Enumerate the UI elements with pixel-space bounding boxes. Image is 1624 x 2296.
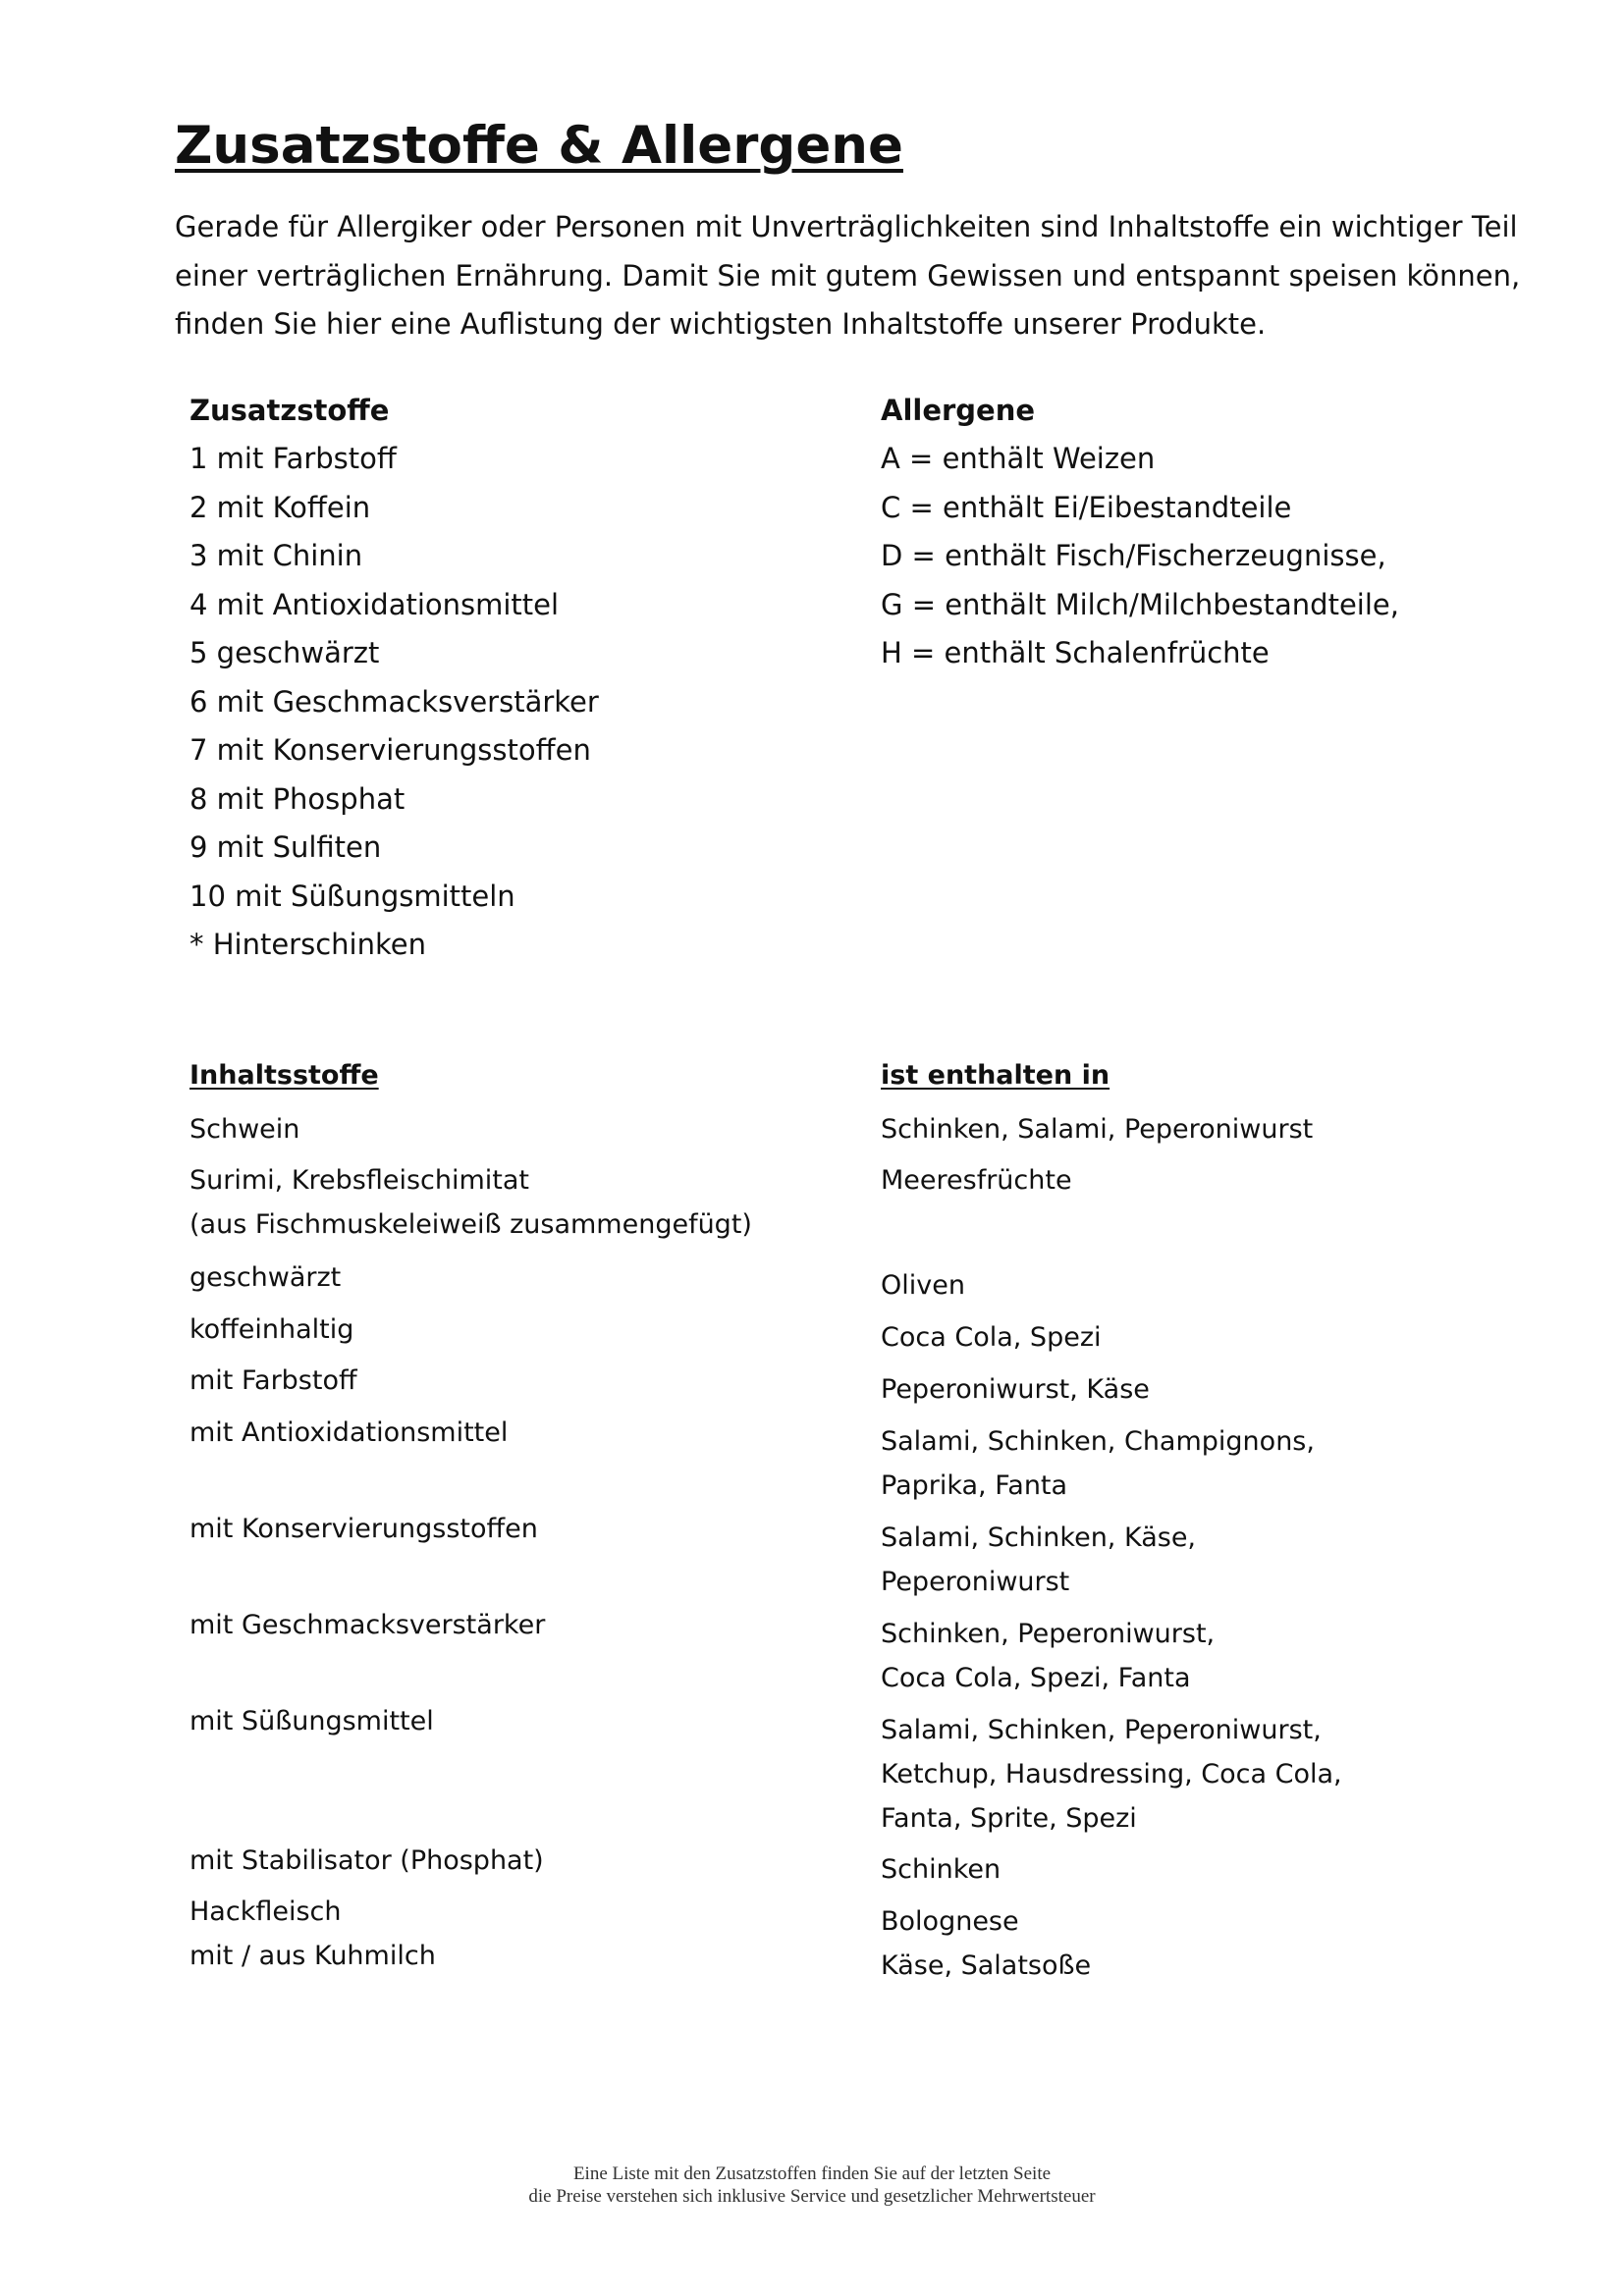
page-title: Zusatzstoffe & Allergene <box>175 116 903 176</box>
allergen-item: H = enthält Schalenfrüchte <box>881 636 1270 669</box>
contained-in-cell: Paprika, Fanta <box>881 1470 1068 1501</box>
additive-item: 5 geschwärzt <box>189 636 380 669</box>
footer-line-2: die Preise verstehen sich inklusive Service und gesetzlicher Mehrwertsteuer <box>528 2186 1096 2207</box>
contained-in-cell: Ketchup, Hausdressing, Coca Cola, <box>881 1759 1342 1789</box>
contained-in-cell: Schinken, Salami, Peperoniwurst <box>881 1114 1314 1145</box>
additives-heading: Zusatzstoffe <box>189 394 390 427</box>
additive-item: 6 mit Geschmacksverstärker <box>189 684 599 719</box>
contained-in-cell: Fanta, Sprite, Spezi <box>881 1803 1137 1834</box>
contained-in-cell: Käse, Salatsoße <box>881 1950 1092 1981</box>
ingredient-cell: Schwein <box>189 1114 300 1145</box>
contained-in-cell: Coca Cola, Spezi <box>881 1322 1102 1353</box>
contained-in-cell: Coca Cola, Spezi, Fanta <box>881 1663 1191 1693</box>
contained-in-cell: Peperoniwurst <box>881 1567 1070 1597</box>
ingredient-cell: geschwärzt <box>189 1262 342 1293</box>
allergen-item: D = enthält Fisch/Fischerzeugnisse, <box>881 539 1386 572</box>
contained-in-cell: Bolognese <box>881 1906 1019 1937</box>
contained-in-cell: Meeresfrüchte <box>881 1165 1072 1196</box>
ingredient-cell: (aus Fischmuskeleiweiß zusammengefügt) <box>189 1209 752 1240</box>
contained-in-cell: Salami, Schinken, Käse, <box>881 1522 1197 1553</box>
ingredient-cell: Hackfleisch <box>189 1896 342 1927</box>
ingredient-cell: mit / aus Kuhmilch <box>189 1941 436 1971</box>
contained-in-cell: Salami, Schinken, Champignons, <box>881 1426 1315 1457</box>
ingredient-cell: mit Süßungsmittel <box>189 1706 434 1736</box>
additive-item: 8 mit Phosphat <box>189 781 406 816</box>
ingredient-cell: mit Konservierungsstoffen <box>189 1514 538 1544</box>
intro-paragraph: Gerade für Allergiker oder Personen mit Unverträglichkeiten sind Inhaltstoffe ein wichtiger Teil einer verträglichen Ernährung. Damit Sie mit gutem Gewissen und entspannt speisen können, finden Sie hier eine Auflistung der wichtigsten Inhaltstoffe unserer Produkte. <box>175 210 1521 341</box>
additive-item: 9 mit Sulfiten <box>189 830 382 864</box>
footer-line-1: Eine Liste mit den Zusatzstoffen finden Sie auf der letzten Seite <box>572 2163 1052 2184</box>
allergen-item: G = enthält Milch/Milchbestandteile, <box>881 587 1399 621</box>
additive-item: 4 mit Antioxidationsmittel <box>189 587 560 621</box>
ingredient-cell: koffeinhaltig <box>189 1314 354 1345</box>
additive-item: 7 mit Konservierungsstoffen <box>189 733 591 767</box>
additive-item: * Hinterschinken <box>189 928 426 961</box>
ingredient-cell: mit Antioxidationsmittel <box>189 1417 509 1448</box>
allergen-item: A = enthält Weizen <box>881 442 1156 475</box>
ingredient-cell: Surimi, Krebsfleischimitat <box>189 1165 530 1196</box>
contained-in-cell: Salami, Schinken, Peperoniwurst, <box>881 1715 1322 1745</box>
contained-in-cell: Oliven <box>881 1270 965 1301</box>
table-header-contained-in: ist enthalten in <box>881 1060 1110 1091</box>
additive-item: 1 mit Farbstoff <box>189 442 397 475</box>
additives-list <box>189 435 599 970</box>
contained-in-cell: Schinken <box>881 1854 1001 1885</box>
allergens-list <box>881 435 1399 678</box>
contained-in-cell: Peperoniwurst, Käse <box>881 1374 1150 1405</box>
table-header-ingredient: Inhaltsstoffe <box>189 1060 379 1091</box>
ingredient-cell: mit Farbstoff <box>189 1365 357 1396</box>
additive-item: 3 mit Chinin <box>189 539 363 572</box>
allergens-heading: Allergene <box>881 394 1036 427</box>
contained-in-cell: Schinken, Peperoniwurst, <box>881 1619 1216 1649</box>
ingredient-cell: mit Stabilisator (Phosphat) <box>189 1845 544 1876</box>
additive-item: 2 mit Koffein <box>189 490 371 524</box>
additive-item: 10 mit Süßungsmitteln <box>189 879 515 913</box>
ingredient-cell: mit Geschmacksverstärker <box>189 1610 546 1640</box>
allergen-item: C = enthält Ei/Eibestandteile <box>881 490 1292 524</box>
